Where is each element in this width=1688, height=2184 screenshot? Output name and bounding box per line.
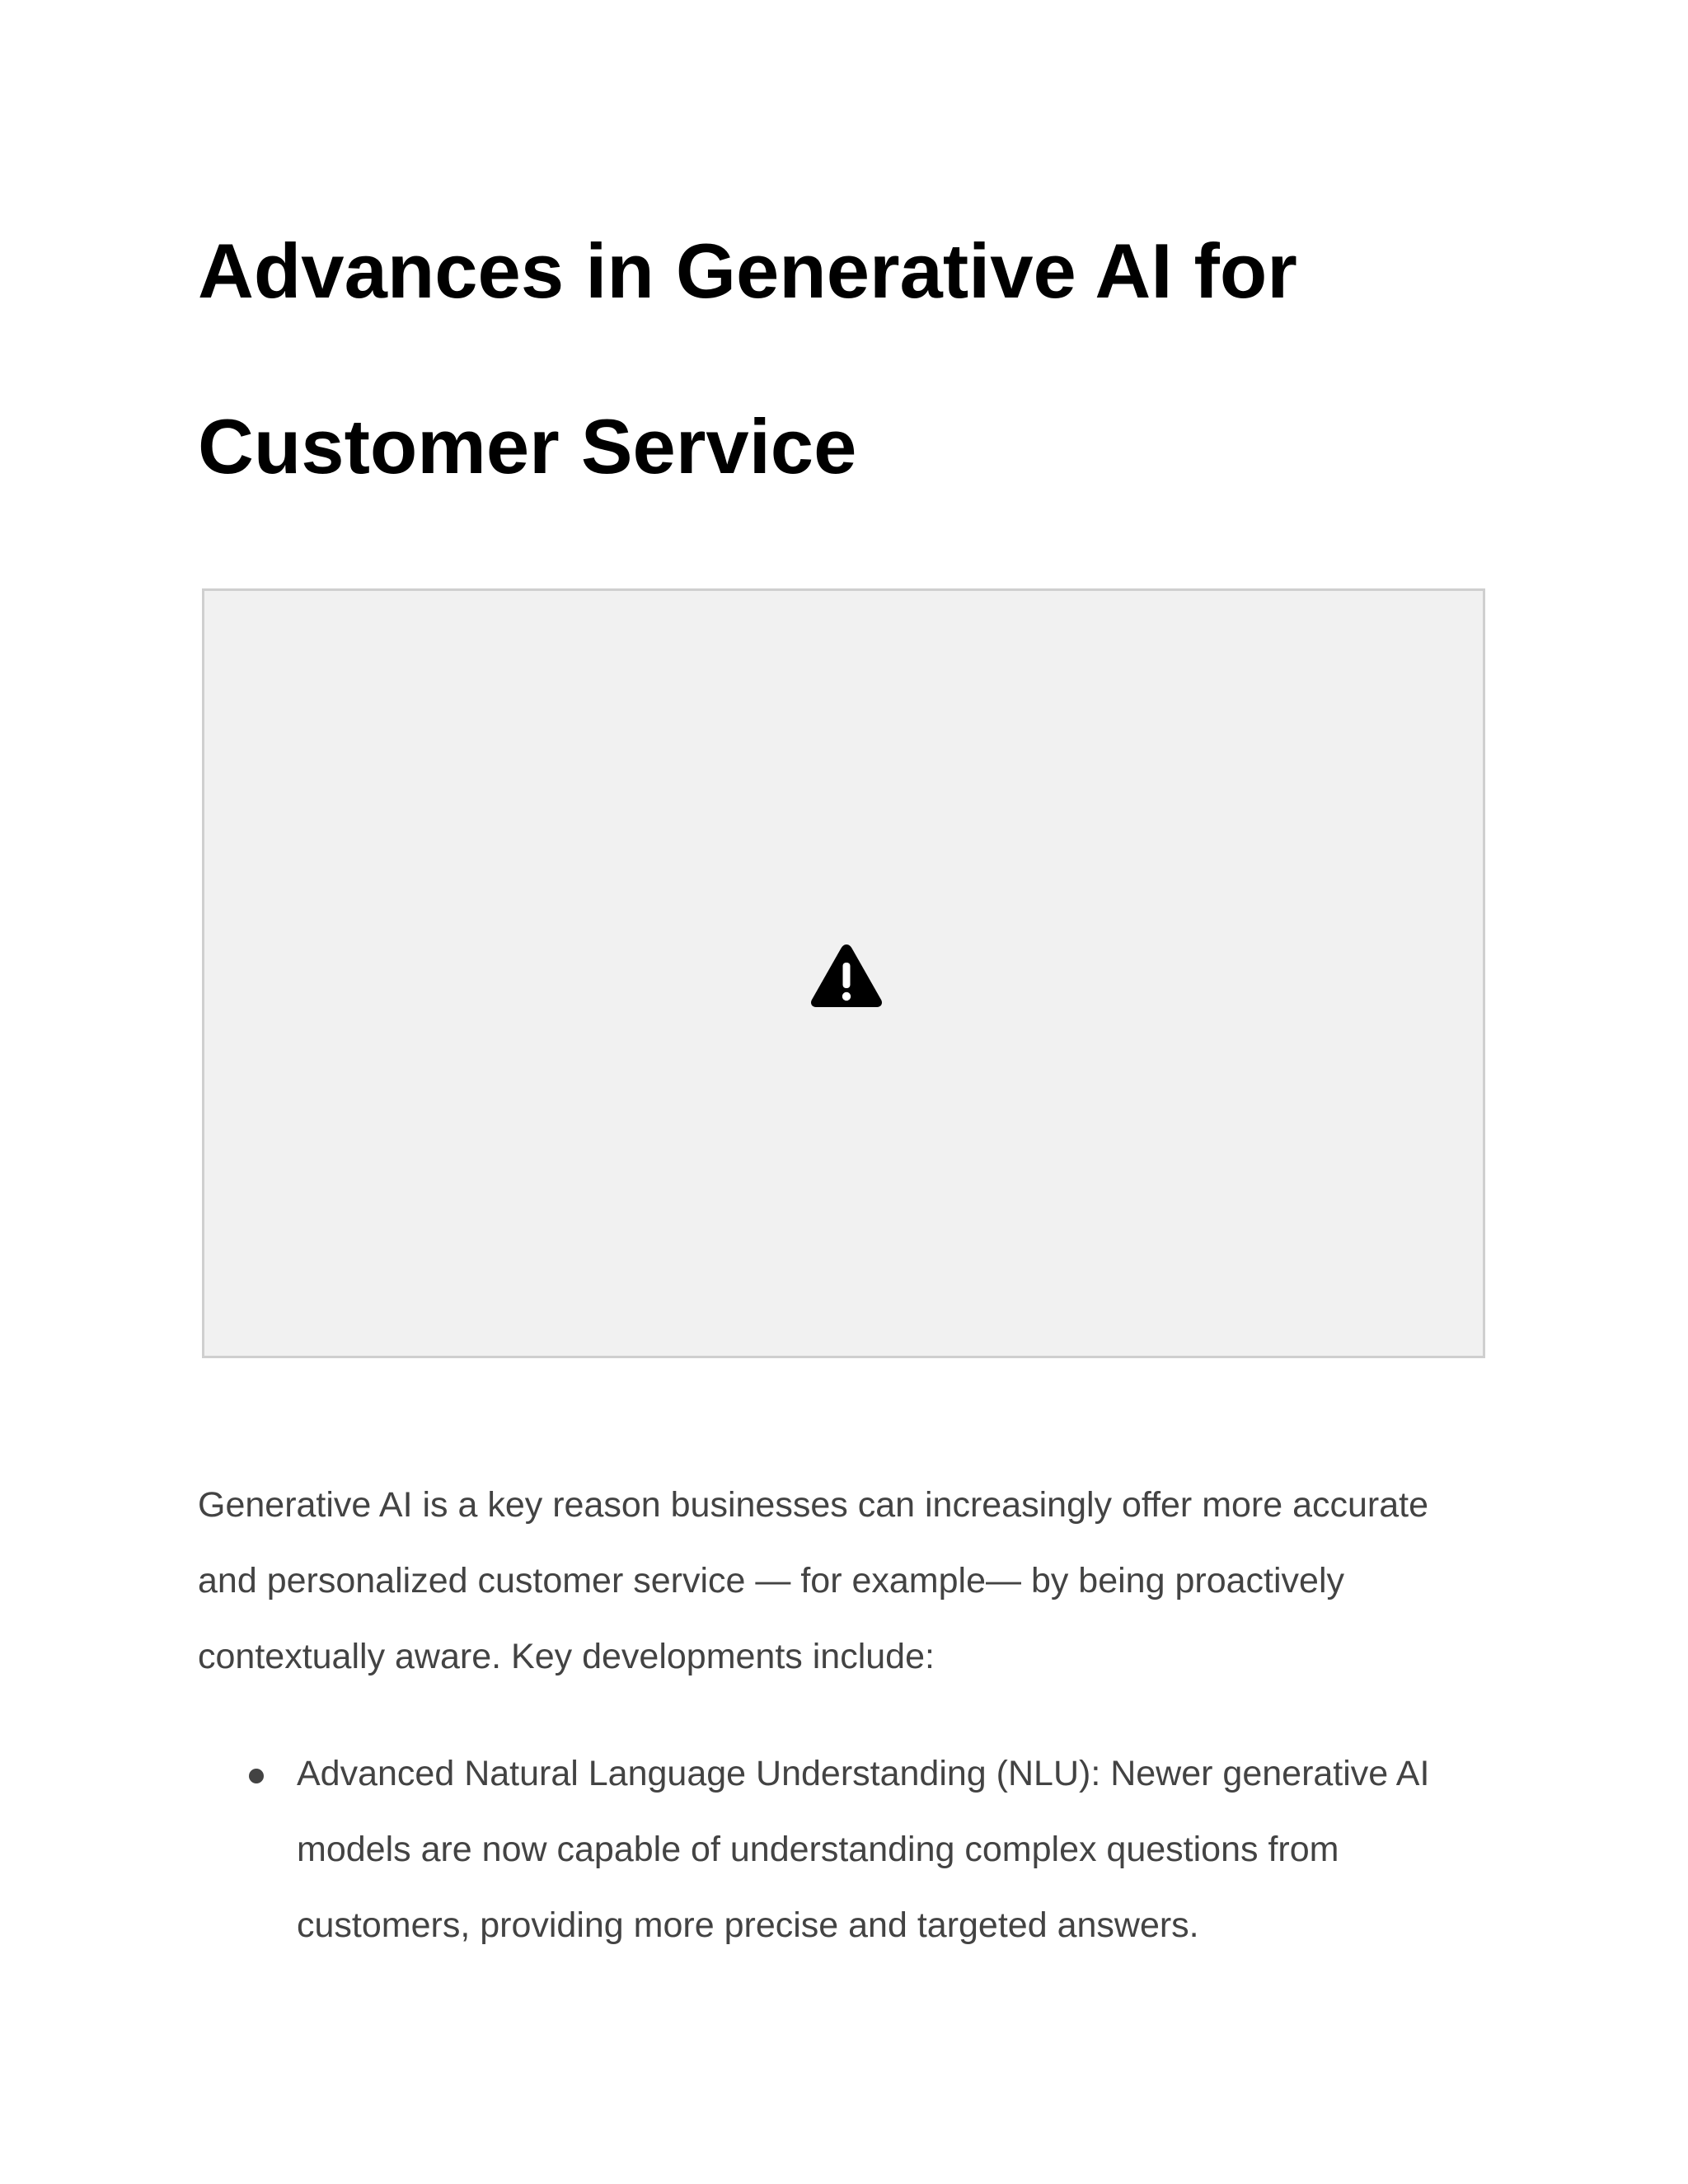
list-item-text: Advanced Natural Language Understanding (NLU): Newer generative AI models are now capable of understanding complex questions from customers, providing more precise and targeted answers.	[297, 1754, 1430, 1945]
key-developments-list	[198, 1736, 1484, 1963]
bullet-icon	[249, 1769, 264, 1783]
document-title: Advances in Generative AI for Customer Service	[198, 227, 1297, 490]
list-item	[198, 1736, 1451, 1963]
warning-icon	[808, 941, 885, 1010]
intro-paragraph: Generative AI is a key reason businesses can increasingly offer more accurate and personalized customer service — for example— by being proactively contextually aware. Key developments include:	[198, 1485, 1429, 1676]
